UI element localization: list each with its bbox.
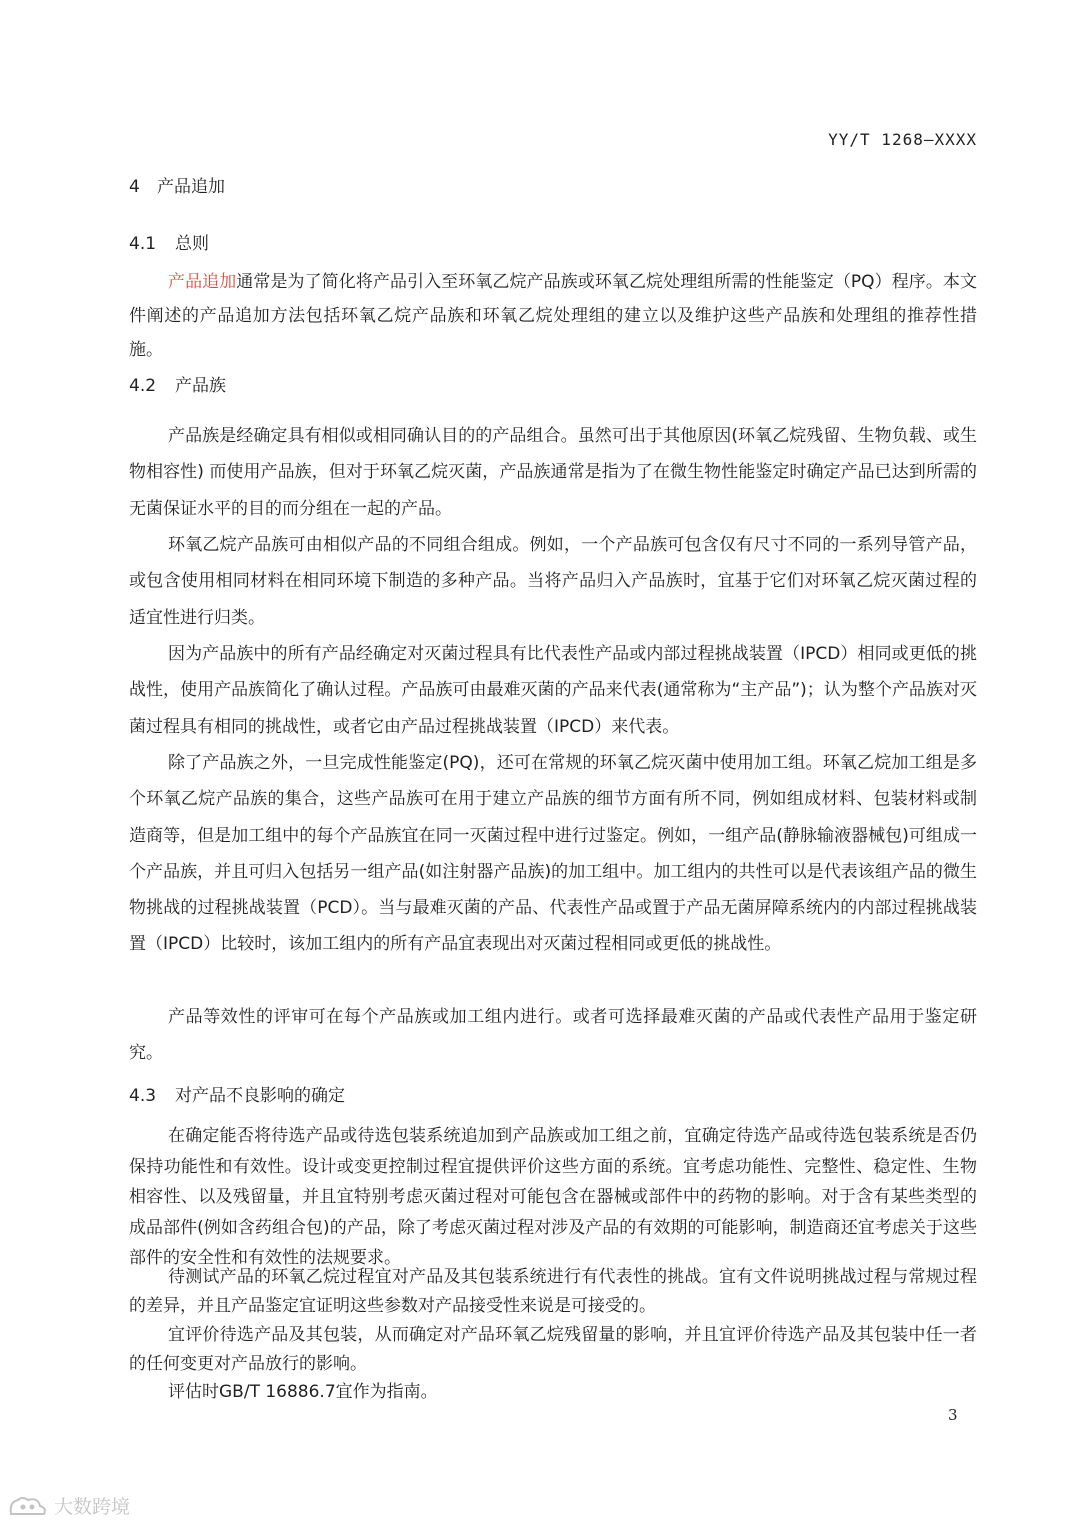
- section-number: 4.2: [129, 376, 157, 396]
- paragraph-text: 通常是为了简化将产品引入至环氧乙烷产品族或环氧乙烷处理组所需的性能鉴定（PQ）程序。本文件阐述的产品追加方法包括环氧乙烷产品族和环氧乙烷处理组的建立以及维护这些产品族和处理组的推荐性措施。: [129, 272, 977, 360]
- section-title: 总则: [175, 234, 209, 254]
- section-number: 4.3: [129, 1086, 157, 1106]
- paragraph-4-3-2: 待测试产品的环氧乙烷过程宜对产品及其包装系统进行有代表性的挑战。宜有文件说明挑战过程与常规过程的差异，并且产品鉴定宜证明这些参数对产品接受性来说是可接受的。: [129, 1267, 977, 1316]
- paragraph-4-3-4: 评估时GB/T 16886.7宜作为指南。: [168, 1382, 438, 1402]
- paragraph-4-2-5: 产品等效性的评审可在每个产品族或加工组内进行。或者可选择最难灭菌的产品或代表性产品用于鉴定研究。: [129, 1007, 977, 1064]
- watermark: [8, 1492, 130, 1519]
- watermark-text: 大数跨境: [54, 1496, 131, 1518]
- paragraph-4-2-3: 因为产品族中的所有产品经确定对灭菌过程具有比代表性产品或内部过程挑战装置（IPCD）相同或更低的挑战性，使用产品族简化了确认过程。产品族可由最难灭菌的产品来代表(通常称为“主产品”)；认为整个产品族对灭菌过程具有相同的挑战性，或者它由产品过程挑战装置（IPCD）来代表。: [129, 644, 977, 737]
- paragraph-4-3-1: 在确定能否将待选产品或待选包装系统追加到产品族或加工组之前，宜确定待选产品或待选包装系统是否仍保持功能性和有效性。设计或变更控制过程宜提供评价这些方面的系统。宜考虑功能性、完整性、稳定性、生物相容性、以及残留量，并且宜特别考虑灭菌过程对可能包含在器械或部件中的药物的影响。对于含有某些类型的成品部件(例如含药组合包)的产品，除了考虑灭菌过程对涉及产品的有效期的可能影响，制造商还宜考虑关于这些部件的安全性和有效性的法规要求。: [129, 1126, 977, 1268]
- section-4-3-heading: [129, 1081, 345, 1106]
- section-4-heading: [129, 172, 225, 197]
- section-title: 产品追加: [157, 177, 225, 197]
- highlight-term: 产品追加: [168, 272, 237, 292]
- section-title: 对产品不良影响的确定: [175, 1086, 345, 1106]
- page-number: 3: [948, 1406, 958, 1424]
- watermark-logo-icon: [8, 1494, 48, 1518]
- paragraph-4-2-1: 产品族是经确定具有相似或相同确认目的的产品组合。虽然可出于其他原因(环氧乙烷残留、生物负载、或生物相容性) 而使用产品族，但对于环氧乙烷灭菌，产品族通常是指为了在微生物性能鉴定时确定产品已达到所需的无菌保证水平的目的而分组在一起的产品。: [129, 426, 977, 519]
- section-4-2-heading: [129, 371, 226, 396]
- paragraph-4-3-3: 宜评价待选产品及其包装，从而确定对产品环氧乙烷残留量的影响，并且宜评价待选产品及其包装中任一者的任何变更对产品放行的影响。: [129, 1325, 977, 1374]
- section-number: 4: [129, 177, 140, 197]
- section-4-1-heading: [129, 229, 209, 254]
- paragraph-4-1: [129, 265, 977, 367]
- paragraph-4-2-4: 除了产品族之外，一旦完成性能鉴定(PQ)，还可在常规的环氧乙烷灭菌中使用加工组。环氧乙烷加工组是多个环氧乙烷产品族的集合，这些产品族可在用于建立产品族的细节方面有所不同，例如组成材料、包装材料或制造商等，但是加工组中的每个产品族宜在同一灭菌过程中进行过鉴定。例如，一组产品(静脉输液器械包)可组成一个产品族，并且可归入包括另一组产品(如注射器产品族)的加工组中。加工组内的共性可以是代表该组产品的微生物挑战的过程挑战装置（PCD）。当与最难灭菌的产品、代表性产品或置于产品无菌屏障系统内的内部过程挑战装置（IPCD）比较时，该加工组内的所有产品宜表现出对灭菌过程相同或更低的挑战性。: [129, 753, 977, 955]
- paragraph-4-2-2: 环氧乙烷产品族可由相似产品的不同组合组成。例如，一个产品族可包含仅有尺寸不同的一系列导管产品，或包含使用相同材料在相同环境下制造的多种产品。当将产品归入产品族时，宜基于它们对环氧乙烷灭菌过程的适宜性进行归类。: [129, 535, 977, 628]
- doc-code: YY/T 1268—XXXX: [828, 130, 977, 149]
- section-number: 4.1: [129, 234, 157, 254]
- section-title: 产品族: [175, 376, 226, 396]
